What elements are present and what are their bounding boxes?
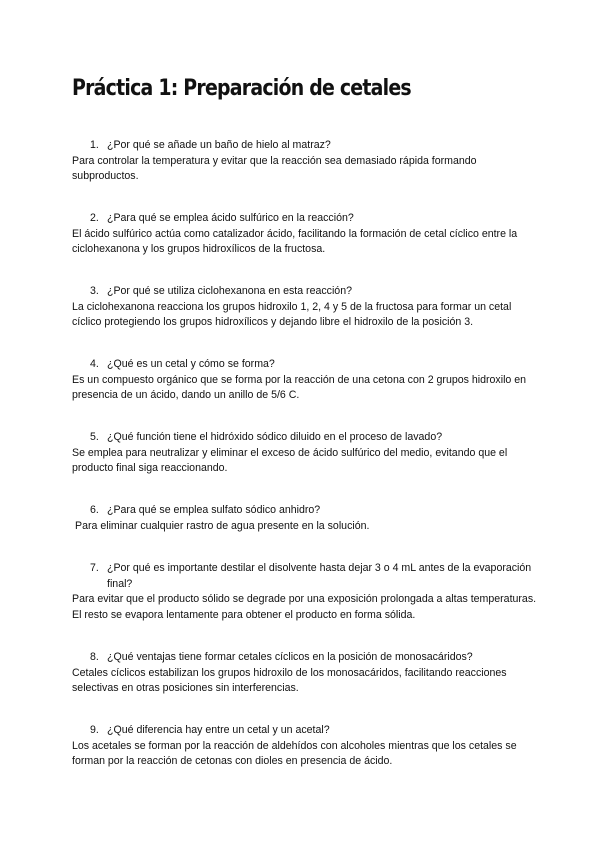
question-text: ¿Qué función tiene el hidróxido sódico diluido en el proceso de lavado? [107, 431, 443, 443]
question [72, 723, 542, 739]
question-number: 5. [90, 431, 99, 443]
question [72, 357, 542, 373]
question [72, 503, 542, 519]
answer-text: El ácido sulfúrico actúa como catalizador ácido, facilitando la formación de cetal cíclico entre la ciclohexanona y los grupos hidroxílicos de la fructosa. [72, 227, 518, 256]
question-number: 1. [90, 139, 99, 151]
question-number: 9. [90, 724, 99, 736]
question-number: 6. [90, 504, 99, 516]
question [72, 430, 542, 446]
question-text: ¿Para qué se emplea ácido sulfúrico en la reacción? [107, 212, 354, 224]
answer-text: Para evitar que el producto sólido se degrade por una exposición prolongada a altas temperaturas. El resto se evapora lentamente para obtener el producto en forma sólida. [72, 593, 537, 621]
answer-text: Para controlar la temperatura y evitar que la reacción sea demasiado rápida formando subproductos. [72, 154, 477, 183]
question-text: ¿Por qué se utiliza ciclohexanona en esta reacción? [107, 285, 352, 297]
question [72, 561, 542, 592]
answer-text: La ciclohexanona reacciona los grupos hidroxilo 1, 2, 4 y 5 de la fructosa para formar un cetal cíclico protegiendo los grupos hidroxílicos y dejando libre el hidroxilo de la posición 3. [72, 300, 512, 329]
question [72, 650, 542, 666]
answer-text: Es un compuesto orgánico que se forma por la reacción de una cetona con 2 grupos hidroxilo en presencia de un ácido, dando un anillo de 5/6 C. [72, 373, 527, 402]
qa-item [72, 650, 542, 697]
question-number: 4. [90, 358, 99, 370]
question-text: ¿Qué es un cetal y cómo se forma? [107, 358, 275, 370]
question [72, 138, 542, 154]
answer-text: Los acetales se forman por la reacción de aldehídos con alcoholes mientras que los cetales se forman por la reacción de cetonas con dioles en presencia de ácido. [72, 739, 517, 768]
answer-text: Se emplea para neutralizar y eliminar el exceso de ácido sulfúrico del medio, evitando que el producto final siga reaccionando. [72, 446, 508, 475]
qa-item [72, 503, 542, 534]
question-text: ¿Por qué es importante destilar el disolvente hasta dejar 3 o 4 mL antes de la evaporación final? [107, 562, 532, 590]
question-number: 7. [90, 562, 99, 574]
question [72, 211, 542, 227]
question-text: ¿Por qué se añade un baño de hielo al matraz? [107, 139, 331, 151]
question-text: ¿Para qué se emplea sulfato sódico anhidro? [107, 504, 321, 516]
qa-item [72, 138, 542, 185]
question [72, 284, 542, 300]
answer-text: Cetales cíclicos estabilizan los grupos hidroxilo de los monosacáridos, facilitando reacciones selectivas en otras posiciones sin interferencias. [72, 666, 507, 695]
question-text: ¿Qué diferencia hay entre un cetal y un acetal? [107, 724, 330, 736]
question-text: ¿Qué ventajas tiene formar cetales cíclicos en la posición de monosacáridos? [107, 651, 473, 663]
page-title: Práctica 1: Preparación de cetales [72, 76, 411, 101]
qa-item [72, 561, 542, 623]
qa-item [72, 357, 542, 404]
qa-item [72, 284, 542, 331]
question-number: 8. [90, 651, 99, 663]
question-number: 3. [90, 285, 99, 297]
question-number: 2. [90, 212, 99, 224]
qa-item [72, 211, 542, 258]
qa-item [72, 723, 542, 770]
answer-text: Para eliminar cualquier rastro de agua presente en la solución. [75, 519, 370, 532]
qa-item [72, 430, 542, 477]
